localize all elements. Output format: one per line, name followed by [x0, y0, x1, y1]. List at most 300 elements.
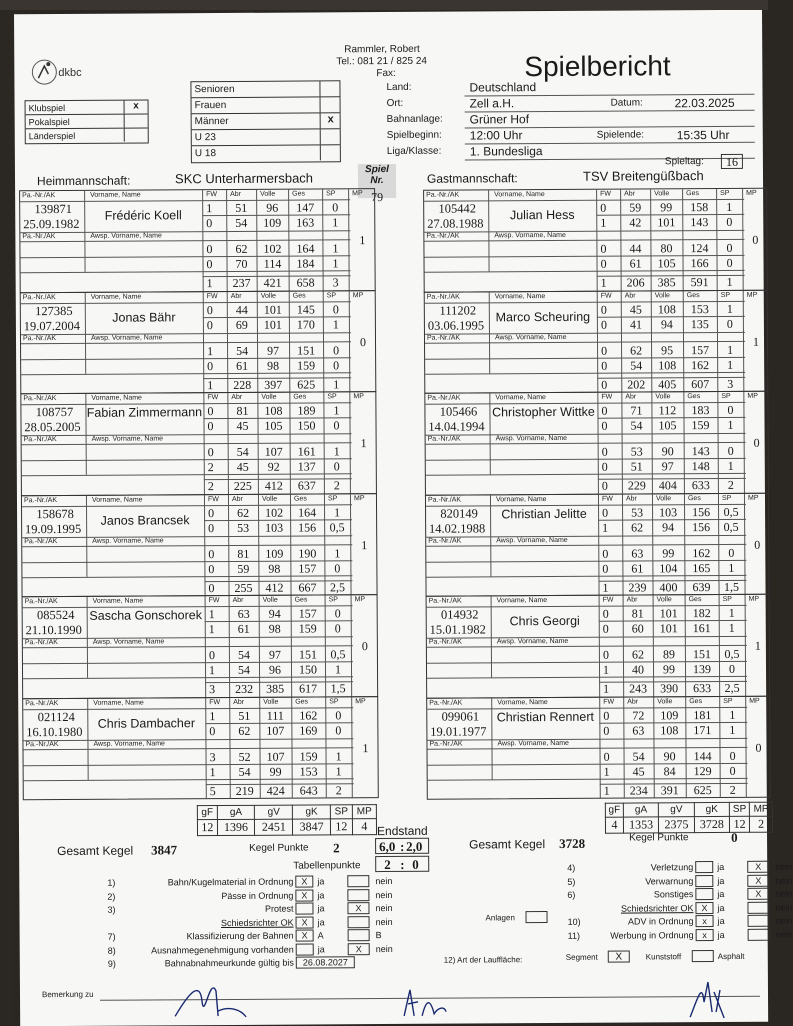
col-header-abr: Abr: [625, 494, 637, 503]
game-cell: 124: [690, 241, 709, 256]
game-cell: 0: [207, 404, 214, 419]
total-cell: 239: [628, 579, 647, 595]
game-cell: 1: [726, 199, 733, 214]
total-cell: 0: [601, 377, 608, 392]
total-cell: 2: [333, 478, 340, 493]
tp-guest: 0: [412, 856, 419, 872]
player-mp: 1: [754, 638, 761, 653]
col-header-ges: Ges: [686, 291, 700, 299]
check-box-a[interactable]: X: [695, 902, 713, 914]
col-header-pa: Pa.-Nr./AK: [25, 740, 59, 748]
player-birthdate: 14.02.1988: [428, 520, 486, 536]
total-cell: 1: [206, 276, 213, 291]
game-cell: 164: [298, 504, 317, 520]
check-label-a: A: [317, 930, 324, 941]
check-box-b[interactable]: [748, 928, 770, 940]
check-number: 6): [567, 889, 576, 900]
player-birthdate: 15.01.1982: [429, 622, 486, 637]
game-cell: 161: [297, 444, 316, 459]
category-checkbox[interactable]: [320, 97, 341, 112]
game-cell: 62: [630, 342, 643, 358]
player-block: [425, 492, 770, 597]
home-kp-label: Kegel Punkte: [249, 842, 309, 854]
player-pa-number: 820149: [440, 505, 478, 521]
col-header-mp: MP: [747, 392, 758, 400]
check-box-b[interactable]: [347, 875, 369, 887]
game-cell: 108: [657, 301, 676, 316]
game-cell: 148: [691, 459, 710, 474]
col-header-fw: FW: [209, 698, 221, 706]
game-cell: 1: [206, 201, 213, 216]
player-block: [22, 696, 379, 801]
check-box-b[interactable]: [347, 889, 369, 901]
check-box-a[interactable]: [695, 875, 713, 887]
lauf-segment: Segment: [565, 952, 598, 962]
totals-header: MP: [352, 805, 376, 819]
player-mp: 0: [752, 232, 759, 247]
col-header-ges: Ges: [293, 495, 307, 503]
game-cell: 1: [334, 662, 342, 677]
game-cell: 165: [692, 560, 711, 575]
check-label-b: nein: [375, 902, 393, 914]
game-cell: 0: [600, 256, 607, 271]
check-number: 8): [107, 945, 116, 956]
check-label-a: ja: [717, 902, 725, 913]
totals-value: 12: [331, 819, 353, 835]
col-header-fw: FW: [207, 394, 219, 402]
game-cell: 70: [235, 256, 248, 271]
game-cell: 158: [690, 200, 709, 215]
game-cell: 98: [267, 358, 280, 373]
col-header-pa: Pa.-Nr./AK: [426, 334, 461, 342]
col-header-fw: FW: [206, 292, 218, 300]
check-label-b: nein: [375, 875, 393, 887]
col-header-ges: Ges: [294, 596, 308, 604]
game-cell: 0: [206, 302, 213, 317]
datum-value: 22.03.2025: [674, 95, 735, 111]
spielende-value: 15:35 Uhr: [676, 127, 730, 143]
col-header-vn: Vorname, Name: [93, 699, 144, 707]
game-cell: 98: [268, 561, 281, 576]
game-cell: 63: [632, 722, 645, 738]
col-header-pa: Pa.-Nr./AK: [24, 537, 58, 545]
col-header-mp: MP: [746, 189, 757, 197]
check-box-b[interactable]: [348, 929, 370, 941]
col-header-awsp: Awsp. Vorname, Name: [494, 333, 567, 341]
game-cell: 0: [600, 302, 607, 317]
game-cell: 114: [263, 256, 282, 271]
total-cell: 1: [602, 580, 609, 595]
col-header-ges: Ges: [293, 393, 307, 401]
total-cell: 1: [333, 376, 340, 391]
col-header-pa: Pa.-Nr./AK: [24, 598, 58, 606]
totals-header: gK: [293, 805, 331, 819]
game-cell: 94: [660, 316, 673, 331]
col-header-sp: SP: [720, 189, 730, 197]
total-cell: 1: [207, 377, 214, 392]
player-pa-number: 085524: [36, 607, 75, 623]
totals-table: [197, 804, 377, 836]
player-block: [424, 289, 769, 394]
game-cell: 0: [208, 561, 215, 576]
lauf-kunststoff-box[interactable]: [692, 950, 714, 962]
player-name: Christopher Wittke: [491, 404, 595, 420]
heim-team: SKC Unterharmersbach: [174, 170, 314, 187]
check-box-b[interactable]: X: [347, 902, 369, 914]
category-checkbox[interactable]: x: [320, 113, 341, 128]
liga-label: Liga/Klasse:: [386, 145, 442, 158]
total-cell: 3: [209, 682, 216, 697]
player-mp: 0: [753, 435, 760, 450]
game-cell: 189: [297, 403, 316, 418]
col-header-awsp: Awsp. Vorname, Name: [497, 739, 569, 747]
col-header-mp: MP: [353, 393, 364, 401]
col-header-fw: FW: [603, 698, 615, 706]
total-cell: 633: [691, 478, 710, 493]
check-label-b: nein: [775, 875, 793, 886]
player-birthdate: 25.09.1982: [23, 216, 80, 232]
match-type-checkbox[interactable]: [124, 114, 148, 127]
game-cell: 54: [235, 215, 248, 230]
category-row: [192, 129, 340, 146]
game-cell: 60: [631, 621, 644, 636]
total-cell: 0: [208, 580, 215, 595]
player-birthdate: 14.04.1994: [428, 419, 485, 434]
total-cell: 667: [298, 579, 317, 595]
game-cell: 0: [602, 546, 609, 561]
col-header-pa: Pa.-Nr./AK: [23, 436, 57, 444]
game-cell: 145: [296, 301, 315, 317]
player-mp: 1: [360, 436, 367, 451]
game-cell: 0: [728, 661, 736, 676]
player-block: [22, 594, 379, 699]
total-cell: 2: [335, 782, 342, 797]
check-box-a[interactable]: [296, 943, 314, 955]
game-cell: 0: [333, 357, 340, 372]
player-birthdate: 16.10.1980: [26, 724, 83, 739]
col-header-abr: Abr: [231, 393, 243, 401]
col-header-awsp: Awsp. Vorname, Name: [494, 231, 566, 240]
game-cell: 103: [265, 520, 284, 535]
category-checkbox[interactable]: [320, 129, 341, 144]
col-header-ges: Ges: [292, 292, 306, 300]
player-mp: 0: [755, 740, 762, 755]
game-cell: 0: [600, 200, 607, 215]
game-cell: 0: [728, 545, 735, 560]
player-name: Chris Georgi: [509, 613, 580, 629]
game-cell: 0: [208, 648, 215, 663]
game-cell: 157: [298, 560, 317, 576]
game-cell: 103: [659, 504, 678, 519]
col-header-sp: SP: [722, 595, 732, 603]
col-header-pa: Pa.-Nr./AK: [22, 233, 56, 241]
col-header-fw: FW: [206, 191, 218, 199]
total-cell: 1: [600, 275, 607, 290]
col-header-ges: Ges: [689, 697, 703, 705]
game-cell: 62: [235, 241, 248, 256]
lauf-segment-box[interactable]: X: [608, 951, 630, 963]
col-header-mp: MP: [352, 291, 364, 299]
col-header-fw: FW: [207, 495, 219, 503]
game-cell: 0: [333, 459, 340, 474]
totals-header: gA: [217, 805, 255, 819]
col-header-vn: Vorname, Name: [497, 698, 548, 706]
check-box-b[interactable]: [748, 915, 770, 927]
game-cell: 54: [238, 764, 251, 779]
game-cell: 1: [728, 620, 735, 635]
contact-fax: Fax:: [376, 67, 396, 80]
game-cell: 63: [631, 545, 644, 561]
check-box-a[interactable]: [295, 902, 313, 914]
game-cell: 98: [268, 621, 281, 636]
totals-header: SP: [729, 802, 749, 816]
game-cell: 92: [267, 459, 280, 474]
game-cell: 169: [299, 722, 318, 738]
check-box-b[interactable]: X: [747, 861, 769, 873]
game-cell: 1: [332, 316, 339, 331]
check-label-b: nein: [375, 943, 393, 954]
spielbeginn-value: 12:00 Uhr: [469, 128, 523, 143]
match-type-label: Klubspiel: [28, 102, 66, 114]
total-cell: 0: [601, 478, 608, 493]
col-header-vn: Vorname, Name: [90, 293, 142, 301]
home-kp-value: 2: [333, 840, 340, 856]
game-cell: 143: [690, 215, 709, 230]
category-row: [192, 113, 340, 130]
check-box-b[interactable]: [348, 916, 370, 928]
logo-text: dkbc: [58, 66, 82, 80]
game-cell: 162: [299, 707, 318, 723]
player-block: [20, 391, 377, 496]
category-row: [192, 97, 340, 114]
game-cell: 45: [629, 301, 642, 317]
game-cell: 147: [296, 200, 315, 215]
check-box-a[interactable]: X: [295, 875, 313, 887]
player-mp: 1: [359, 233, 366, 248]
col-header-sp: SP: [326, 190, 336, 198]
game-cell: 1: [209, 764, 216, 779]
game-cell: 0: [207, 445, 214, 460]
total-cell: 228: [233, 377, 252, 392]
game-cell: 80: [660, 241, 673, 256]
check-box-a[interactable]: [695, 861, 713, 873]
total-cell: 234: [629, 782, 648, 798]
game-cell: 0,5: [723, 504, 739, 519]
col-header-pa: Pa.-Nr./AK: [427, 394, 461, 402]
game-cell: 0: [603, 749, 610, 764]
category-label: Frauen: [194, 99, 227, 112]
match-type-label: Länderspiel: [28, 130, 76, 142]
game-cell: 97: [268, 647, 281, 662]
check-box-b[interactable]: X: [348, 943, 370, 955]
check-label-b: nein: [375, 889, 393, 900]
game-cell: 1: [727, 342, 734, 357]
game-cell: 97: [267, 343, 280, 358]
col-header-volle: Volle: [654, 291, 670, 299]
game-cell: 184: [296, 256, 315, 271]
game-cell: 1: [600, 215, 607, 230]
page-title: Spielbericht: [524, 50, 671, 83]
match-type-checkbox[interactable]: [124, 128, 148, 141]
total-cell: 202: [627, 376, 646, 392]
player-block: [424, 391, 769, 496]
check-label-a: ja: [317, 876, 325, 887]
check-label-a: ja: [717, 888, 725, 900]
home-gesamt-kegel: 3847: [151, 842, 178, 858]
col-header-vn: Vorname, Name: [495, 495, 547, 503]
player-birthdate: 28.05.2005: [24, 419, 81, 435]
check-number: 4): [567, 862, 576, 873]
total-cell: 1: [603, 681, 610, 696]
check-box-b[interactable]: [747, 901, 769, 913]
game-cell: 108: [660, 722, 679, 737]
totals-table: [605, 802, 773, 834]
check-box-a[interactable]: X: [295, 889, 313, 901]
player-name: Frédéric Koell: [104, 208, 182, 223]
check-box-a[interactable]: [695, 888, 713, 900]
total-cell: 391: [660, 782, 679, 797]
totals-value: 1353: [623, 817, 658, 833]
check-box-a[interactable]: X: [296, 916, 314, 928]
check-number: 1): [107, 877, 116, 888]
spielbeginn-label: Spielbeginn:: [386, 129, 442, 142]
col-header-sp: SP: [721, 494, 732, 502]
game-cell: 1: [727, 357, 734, 372]
totals-header: gF: [197, 806, 217, 820]
game-cell: 1: [334, 545, 341, 560]
check-label: ADV in Ordnung: [627, 916, 694, 927]
col-header-pa: Pa.-Nr./AK: [427, 435, 461, 443]
total-cell: 237: [232, 275, 251, 290]
check-label: Ausnahmegenehmigung vorhanden: [151, 944, 294, 955]
total-cell: 637: [297, 478, 316, 493]
game-cell: 0: [332, 200, 339, 215]
game-cell: 2: [207, 460, 214, 475]
player-mp: 0: [361, 639, 368, 654]
game-cell: 1: [602, 662, 610, 677]
player-pa-number: 127385: [35, 303, 73, 318]
game-cell: 53: [237, 520, 250, 535]
game-cell: 0: [601, 444, 608, 459]
tp-label: Tabellenpunkte: [293, 860, 361, 872]
col-header-awsp: Awsp. Vorname, Name: [496, 536, 568, 544]
category-row: [191, 81, 339, 98]
check-date[interactable]: 26.08.2027: [296, 956, 355, 968]
game-cell: 129: [693, 763, 712, 778]
land-label: Land:: [386, 81, 412, 94]
col-header-vn: Vorname, Name: [91, 394, 142, 402]
total-cell: 2,5: [329, 579, 346, 594]
bahnanlage-value: Grüner Hof: [469, 112, 530, 127]
game-cell: 150: [298, 662, 318, 677]
check-label-b: nein: [775, 861, 793, 872]
check-label: Bahnabnahmeurkunde gültig bis: [164, 957, 294, 969]
col-header-fw: FW: [601, 393, 613, 401]
game-cell: 54: [630, 357, 643, 373]
game-cell: 54: [630, 418, 643, 433]
game-cell: 109: [263, 215, 282, 230]
category-checkbox[interactable]: [320, 145, 341, 160]
anlagen-box[interactable]: [525, 911, 547, 923]
game-cell: 0: [726, 316, 733, 331]
game-cell: 94: [662, 519, 675, 534]
check-label-a: ja: [317, 916, 325, 927]
game-cell: 1: [334, 504, 341, 519]
spiel-nr-label: Spiel Nr.: [364, 163, 389, 187]
player-block: [423, 188, 768, 293]
col-header-abr: Abr: [230, 292, 242, 300]
game-cell: 151: [297, 342, 316, 358]
game-cell: 111: [266, 708, 284, 723]
total-cell: 625: [693, 782, 712, 797]
game-cell: 159: [298, 621, 317, 636]
check-label-b: B: [375, 930, 382, 941]
player-name: Christian Jelitte: [501, 506, 587, 521]
col-header-volle: Volle: [656, 596, 672, 604]
game-cell: 163: [296, 215, 315, 230]
game-cell: 0: [726, 255, 733, 270]
col-header-abr: Abr: [230, 190, 242, 198]
gast-label: Gastmannschaft:: [426, 171, 518, 186]
category-label: Männer: [194, 115, 229, 128]
game-cell: 0: [729, 763, 736, 778]
game-cell: 0: [729, 748, 736, 763]
check-box-a[interactable]: x: [696, 915, 714, 927]
col-header-ges: Ges: [688, 596, 702, 604]
check-label: Protest: [264, 903, 294, 914]
check-number: 2): [107, 891, 116, 902]
check-box-a[interactable]: X: [296, 929, 314, 941]
game-cell: 171: [693, 722, 712, 737]
total-cell: 404: [658, 478, 677, 493]
total-cell: 658: [296, 275, 315, 290]
col-header-mp: MP: [352, 190, 363, 198]
check-box-b[interactable]: X: [747, 874, 769, 886]
contact-tel: Tel.: 081 21 / 825 24: [336, 55, 427, 68]
match-type-row: [26, 114, 148, 129]
game-cell: 0: [602, 561, 609, 576]
col-header-volle: Volle: [657, 697, 673, 705]
bemerkung-label: Bemerkung zu: [41, 989, 94, 1000]
match-type-checkbox[interactable]: x: [124, 100, 148, 113]
total-cell: 412: [265, 580, 284, 595]
check-box-a[interactable]: x: [696, 929, 714, 941]
total-cell: 2,5: [724, 680, 740, 695]
game-cell: 102: [263, 241, 282, 256]
player-name: Janos Brancsek: [100, 512, 190, 528]
game-cell: 61: [236, 358, 249, 373]
background-edge: [0, 0, 14, 1024]
totals-header: MP: [750, 802, 773, 816]
player-birthdate: 19.07.2004: [23, 318, 81, 333]
check-label: Pässe in Ordnung: [221, 890, 294, 901]
endstand-home: 6,0: [379, 838, 396, 855]
game-cell: 0: [206, 317, 213, 332]
game-cell: 81: [631, 606, 644, 621]
game-cell: 45: [236, 459, 249, 474]
game-cell: 0: [601, 403, 608, 418]
lauf-kunststoff: Kunststoff: [645, 952, 682, 962]
check-label-b: nein: [775, 929, 793, 940]
spiel-nr-value: 79: [371, 190, 384, 205]
game-cell: 0: [333, 342, 340, 357]
col-header-awsp: Awsp. Vorname, Name: [90, 333, 163, 342]
total-cell: 2: [207, 479, 214, 494]
total-cell: 424: [266, 783, 285, 798]
check-box-b[interactable]: X: [747, 888, 769, 900]
category-checkbox[interactable]: [319, 81, 340, 96]
check-label-a: ja: [317, 903, 325, 914]
